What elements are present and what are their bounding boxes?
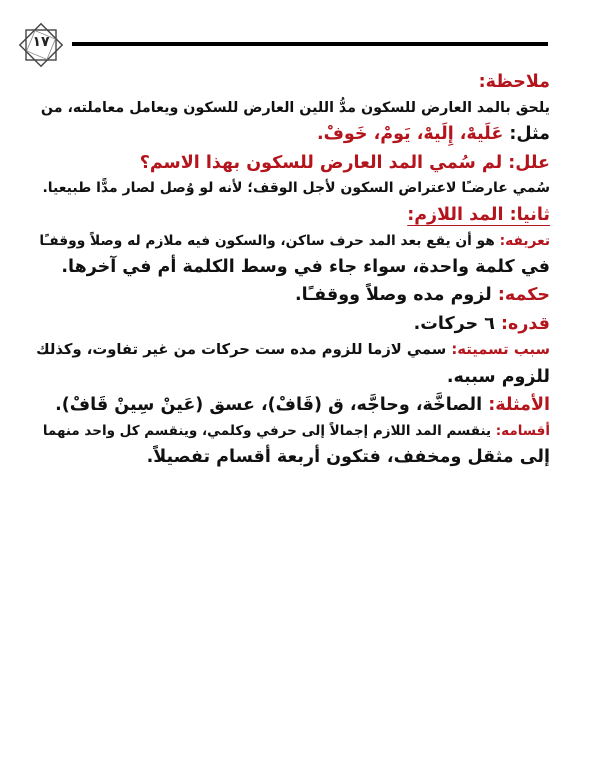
divisions-line-1 [36,422,550,441]
definition-line-1 [36,232,550,251]
note-heading-line [36,70,550,95]
naming-text-1: سمي لازما للزوم مده ست حركات من غير تفاوت، وكذلك [36,341,447,359]
header-rule [72,42,548,46]
naming-line-1 [36,340,550,361]
divisions-label: أقسامه: [495,422,550,439]
reason-label: علل: [508,152,550,173]
note-line-1: يلحق بالمد العارض للسكون مدُّ اللين العارض للسكون ويعامل معاملته، من [40,99,550,116]
divisions-line-2: إلى مثقل ومخفف، فتكون أربعة أقسام تفصيلاً. [146,446,550,467]
amount-text: ٦ حركات. [413,313,495,334]
ruling-line [36,283,550,308]
definition-line-2: في كلمة واحدة، سواء جاء في وسط الكلمة أم في آخرها. [61,256,550,277]
note-examples-line [36,122,550,147]
naming-label: سبب تسميته: [451,341,550,359]
amount-line [36,312,550,337]
reason-question: لم سُمي المد العارض للسكون بهذا الاسم؟ [139,152,503,173]
section-title: ثانيا: المد اللازم: [407,205,550,226]
page-number-badge [18,22,64,68]
reason-question-line [36,151,550,176]
ruling-text: لزوم مده وصلاً ووقفـًا. [294,285,492,306]
reason-answer: سُمي عارضـًا لاعتراض السكون لأجل الوقف؛ لأنه لو وُصل لصار مدًّا طبيعيا. [42,180,550,197]
amount-label: قدره: [501,313,550,334]
definition-text-1: هو أن يقع بعد المد حرف ساكن، والسكون فيه ملازم له وصلاً ووقفـًا [39,232,495,249]
page-number: ١٧ [32,34,50,50]
definition-label: تعريفه: [499,232,550,249]
divisions-text-1: ينقسم المد اللازم إجمالاً إلى حرفي وكلمي، وينقسم كل واحد منهما [42,422,492,439]
note-examples-label: مثل: [509,124,550,145]
note-examples-words: عَلَيهْ، إِلَيهْ، يَومْ، خَوفْ. [316,124,504,145]
note-heading: ملاحظة: [478,72,550,92]
naming-line-2: للزوم سببه. [446,366,550,387]
examples-text: الصاخَّة، وحاجَّه، ق (قَافْ)، عسق (عَينْ سِينْ قَافْ). [55,395,483,416]
page-header [0,22,590,66]
examples-line [36,393,550,418]
ruling-label: حكمه: [497,285,550,306]
section-title-line [36,203,550,228]
examples-label: الأمثلة: [488,395,550,416]
page-content [36,70,550,469]
